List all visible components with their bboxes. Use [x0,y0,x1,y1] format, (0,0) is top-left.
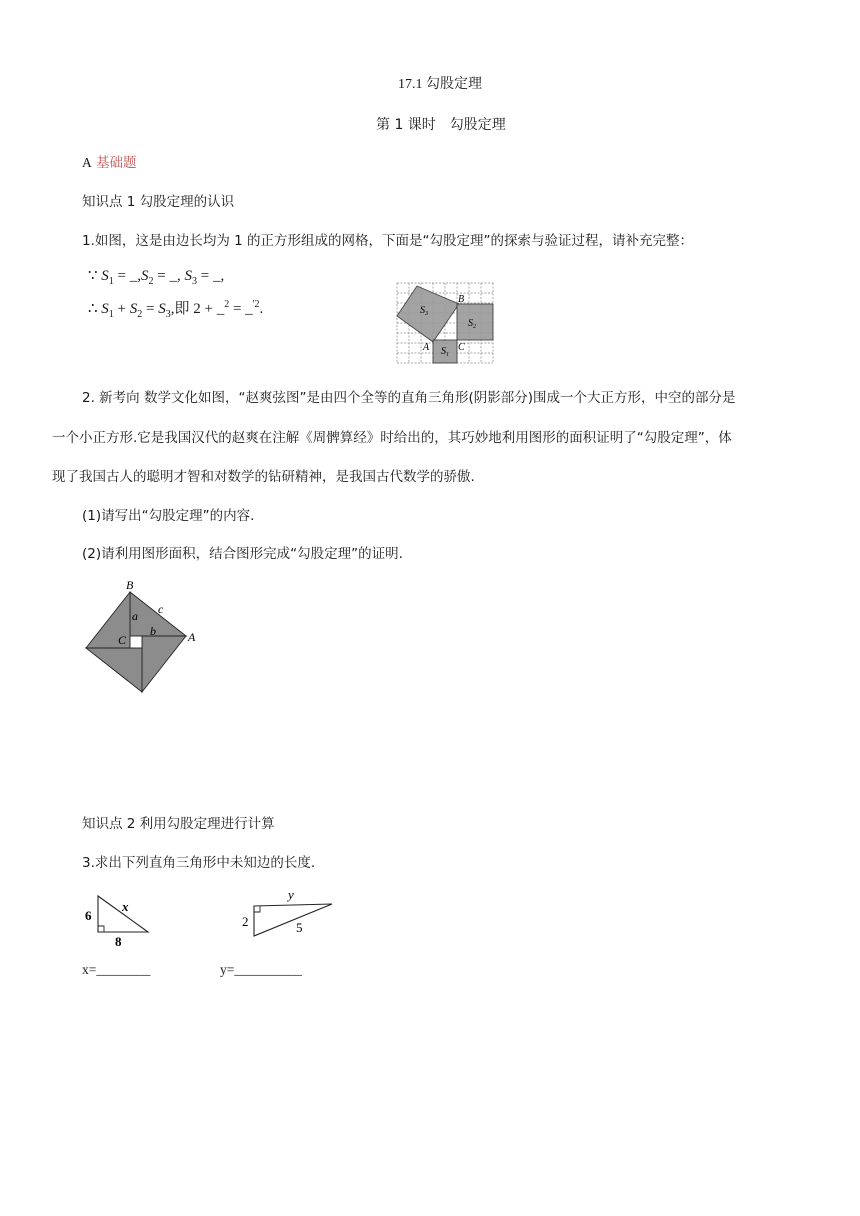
label-b-vertex: B [126,578,134,592]
label-s2: $S_2$ [468,318,476,330]
label-5: 5 [296,920,303,935]
label-c-vertex: C [118,633,127,647]
level-label: 基础题 [96,155,137,171]
question-2-line-2: 一个小正方形.它是我国汉代的赵爽在注解《周髀算经》时给出的，其巧妙地利用图形的面积证明了“勾股定理”，体 [52,430,732,446]
section-title: 17.1 勾股定理 [398,77,482,92]
label-c: C [458,342,465,353]
triangle-2-figure [238,884,338,944]
label-8: 8 [115,934,122,949]
lesson-title: 第 1 课时 勾股定理 [376,117,506,133]
level-prefix: A [82,155,92,170]
question-2-sub-2: (2)请利用图形面积，结合图形完成“勾股定理”的证明. [82,546,403,562]
question-1-text: 1.如图，这是由边长均为 1 的正方形组成的网格，下面是“勾股定理”的探索与验证过程，请补充完整： [82,233,694,249]
zhao-shuang-figure [80,578,204,696]
question-3-text: 3.求出下列直角三角形中未知边的长度. [82,855,316,871]
answer-x[interactable]: x=________ [82,962,151,977]
triangle-1-figure [82,888,154,950]
square-s3 [397,286,459,342]
triangle-bottom [86,648,142,692]
label-b-side: b [150,624,156,638]
knowledge-point-1-title: 知识点 1 勾股定理的认识 [82,194,235,210]
question-1-line-2: ∴ $S_1 + S_2 = S_3$,即 2 + _$^2$ = _$^{'2}$. [88,299,264,320]
level-a-heading [82,153,137,173]
triangle-right [142,636,186,692]
label-2: 2 [242,914,249,929]
question-2-line-3: 现了我国古人的聪明才智和对数学的钻研精神，是我国古代数学的骄傲. [52,469,475,485]
label-a-vertex: A [188,630,196,644]
label-x: x [122,899,129,914]
label-y: y [288,887,294,902]
question-2-line-1: 2. 新考向 数学文化如图，“赵爽弦图”是由四个全等的直角三角形(阴影部分)围成一个大正方形，中空的部分是 [82,390,736,406]
answer-y[interactable]: y=__________ [220,962,302,977]
label-s1: $S_1$ [441,346,449,358]
grid-figure [396,282,494,364]
label-c-side: c [158,602,164,616]
square-s2 [457,304,493,340]
question-1-line-1: ∵ $S_1$ = $\_,S_2$ = _, $S_3$ = _, [88,268,225,287]
question-2-sub-1: (1)请写出“勾股定理”的内容. [82,508,255,524]
label-b: B [458,294,465,305]
right-angle-mark-1 [98,926,104,932]
inner-square [130,636,142,648]
label-a: A [423,342,430,353]
label-a-side: a [132,609,138,623]
label-6: 6 [85,908,92,923]
label-s3: $S_3$ [420,305,428,317]
triangle-2 [254,904,332,936]
knowledge-point-2-title: 知识点 2 利用勾股定理进行计算 [82,816,275,832]
right-angle-mark-2 [254,906,260,912]
